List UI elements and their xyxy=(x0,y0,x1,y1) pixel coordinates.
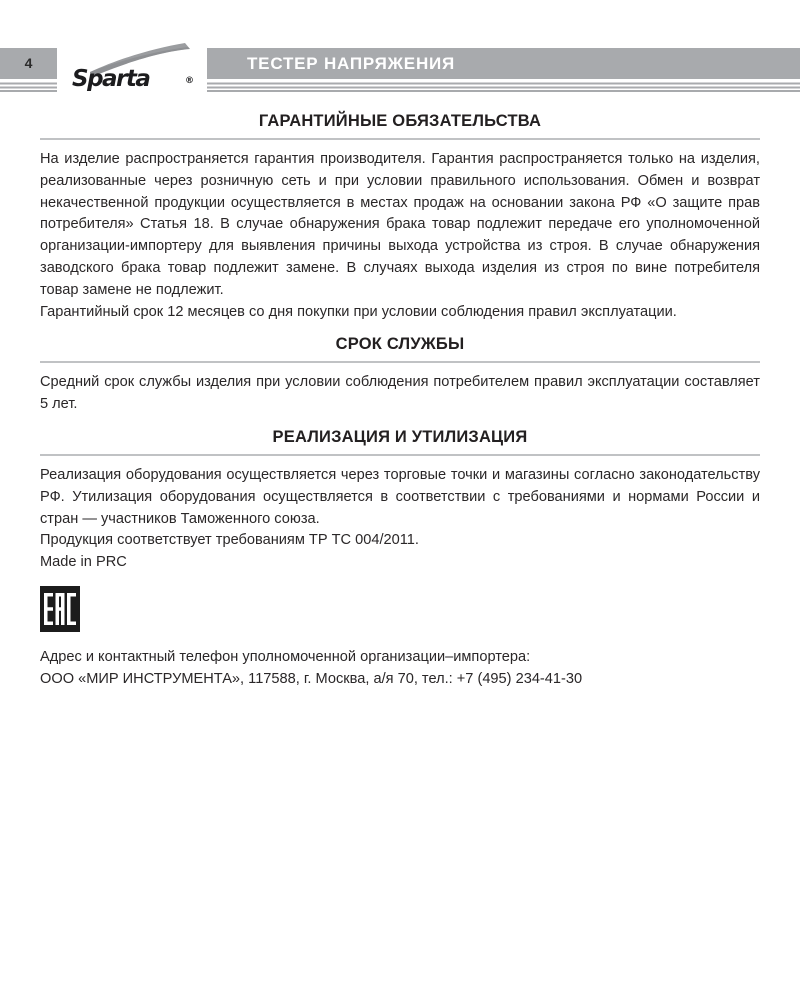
heading-rule xyxy=(40,361,760,363)
eac-mark-icon xyxy=(40,586,80,632)
document-title: ТЕСТЕР НАПРЯЖЕНИЯ xyxy=(247,54,456,73)
heading-rule xyxy=(40,138,760,140)
section-heading-disposal: РЕАЛИЗАЦИЯ И УТИЛИЗАЦИЯ xyxy=(272,427,528,446)
sparta-logo-graphic xyxy=(66,41,198,93)
section-heading-service-life: СРОК СЛУЖБЫ xyxy=(335,335,465,354)
title-banner xyxy=(207,48,800,79)
warranty-paragraph: На изделие распространяется гарантия производителя. Гарантия распространяется только на изделия, реализованные через розничную сеть и при условии правильного использования. Обмен и возврат некачественной продукции осуществляется в местах продаж на основании закона РФ «О защите прав потребителя» Статья 18. В случае обнаружения брака товар подлежит передаче его уполномоченной организации-импортеру для выявления причины выхода устройства из строя. В случае обнаружения заводского брака товар подлежит замене. В случаях выхода изделия из строя по вине потребителя товар замене не подлежит. xyxy=(40,151,760,298)
heading-rule xyxy=(40,454,760,456)
brand-wordmark: Sparta xyxy=(72,66,150,92)
disposal-paragraph: Реализация оборудования осуществляется через торговые точки и магазины согласно законодательству РФ. Утилизация оборудования осуществляется в соответствии с требованиями и нормами России и стран — участников Таможенного союза. xyxy=(40,466,760,527)
page-tab-stripes xyxy=(0,81,57,92)
made-in-line: Made in PRC xyxy=(40,554,127,571)
page-number-tab xyxy=(0,48,57,79)
tr-ts-compliance-line: Продукция соответствует требованиям ТР ТС 004/2011. xyxy=(40,532,419,549)
service-life-paragraph: Средний срок службы изделия при условии соблюдения потребителем правил эксплуатации составляет 5 лет. xyxy=(40,374,760,413)
page-content xyxy=(40,112,760,691)
sparta-logo xyxy=(66,41,198,93)
importer-address-label: Адрес и контактный телефон уполномоченной организации–импортера: xyxy=(40,648,531,665)
section-heading-warranty: ГАРАНТИЙНЫЕ ОБЯЗАТЕЛЬСТВА xyxy=(258,112,542,130)
page-number: 4 xyxy=(24,55,33,71)
warranty-term-line: Гарантийный срок 12 месяцев со дня покупки при условии соблюдения правил эксплуатации. xyxy=(40,303,677,320)
importer-contact-block xyxy=(40,647,760,691)
banner-stripes xyxy=(207,81,800,92)
registered-trademark-icon: ® xyxy=(185,76,194,86)
importer-address-value: ООО «МИР ИНСТРУМЕНТА», 117588, г. Москва, а/я 70, тел.: +7 (495) 234-41-30 xyxy=(40,670,583,687)
